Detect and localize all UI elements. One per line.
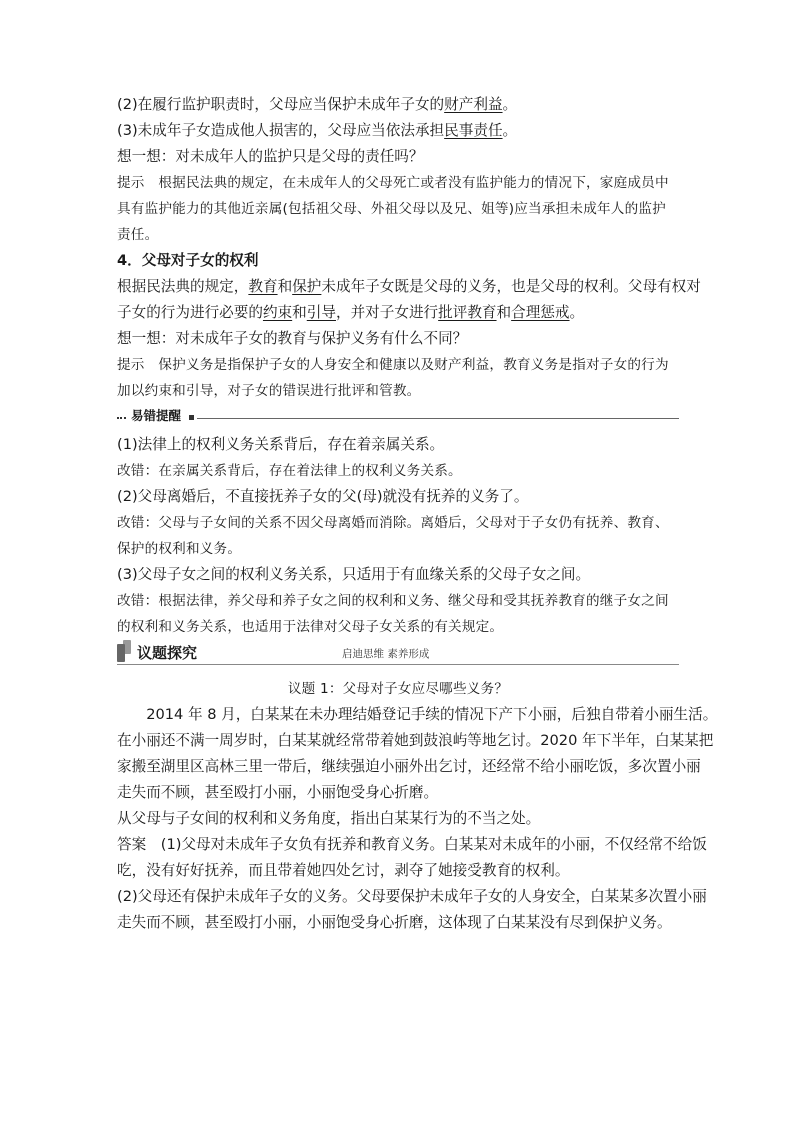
error-reminder-bar <box>117 406 679 432</box>
underlined-term: 合理惩戒 <box>511 304 570 321</box>
square-bullet-icon <box>189 415 194 420</box>
topic-title: 议题探究 <box>137 644 198 662</box>
topic-exploration-header <box>117 642 679 676</box>
underlined-term: 引导 <box>306 304 336 321</box>
text: (2)在履行监护职责时，父母应当保护未成年子女的 <box>117 96 445 113</box>
text: 未成年子女既是父母的义务，也是父母的权利。父母有权对 <box>321 278 701 295</box>
correction-2-line-1: 改错：父母与子女间的关系不因父母离婚而消除。离婚后，父母对于子女仍有抚养、教育、 <box>117 515 669 531</box>
case-line-4: 走失而不顾，甚至殴打小丽，小丽饱受身心折磨。 <box>117 784 439 801</box>
think-question-2: 想一想：对未成年子女的教育与保护义务有什么不同？ <box>117 330 468 347</box>
question-title: 议题 1：父母对子女应尽哪些义务？ <box>287 681 509 697</box>
text: 和 <box>292 304 307 321</box>
text: 和 <box>496 304 512 321</box>
underlined-term: 保护 <box>292 278 322 295</box>
answer-line-3: (2)父母还有保护未成年子女的义务。父母要保护未成年子女的人身安全，白某某多次置小丽 <box>117 888 707 905</box>
underlined-term: 约束 <box>262 304 293 321</box>
case-line-3: 家搬至湖里区高林三里一带后，继续强迫小丽外出乞讨，还经常不给小丽吃饭，多次置小丽 <box>117 758 701 775</box>
text: 子女的行为进行必要的 <box>117 304 263 321</box>
header-accent-icon <box>117 644 125 662</box>
document-page <box>117 92 718 936</box>
rights-para-line-1 <box>117 274 701 300</box>
text: 。 <box>502 96 518 113</box>
underlined-term: 教育 <box>248 278 278 295</box>
text: 根据民法典的规定， <box>117 278 249 295</box>
case-line-2: 在小丽还不满一周岁时，白某某就经常带着她到鼓浪屿等地乞讨。2020 年下半年，白某某把 <box>117 732 714 749</box>
divider <box>197 418 679 419</box>
dots-decoration <box>117 417 126 424</box>
tip-2-line-2: 加以约束和引导，对子女的错误进行批评和管教。 <box>117 383 421 399</box>
correction-2-line-2: 保护的权利和义务。 <box>117 541 242 557</box>
tip-1-line-1: 提示 根据民法典的规定，在未成年人的父母死亡或者没有监护能力的情况下，家庭成员中 <box>117 175 669 191</box>
answer-line-2: 吃，没有好好抚养，而且带着她四处乞讨，剥夺了她接受教育的权利。 <box>117 862 570 879</box>
error-2: (2)父母离婚后，不直接抚养子女的父(母)就没有抚养的义务了。 <box>117 488 529 505</box>
text: 。 <box>502 122 518 139</box>
section-heading: 4．父母对子女的权利 <box>117 252 259 269</box>
correction-1: 改错：在亲属关系背后，存在着法律上的权利义务关系。 <box>117 463 462 479</box>
text: 和 <box>277 278 293 295</box>
correction-3-line-2: 的权利和义务关系，也适用于法律对父母子女关系的有关规定。 <box>117 619 504 635</box>
answer-line-1: 答案 (1)父母对未成年子女负有抚养和教育义务。白某某对未成年的小丽，不仅经常不给饭 <box>117 836 707 853</box>
underlined-term: 民事责任 <box>444 122 503 139</box>
duty-property-line <box>117 92 679 118</box>
topic-subtitle: 启迪思维 素养形成 <box>342 648 430 660</box>
divider <box>117 664 679 665</box>
underlined-term: 财产利益 <box>444 96 503 113</box>
text: ，并对子女进行 <box>335 304 439 321</box>
tip-2-line-1: 提示 保护义务是指保护子女的人身安全和健康以及财产利益，教育义务是指对子女的行为 <box>117 357 669 373</box>
error-1: (1)法律上的权利义务关系背后，存在着亲属关系。 <box>117 436 445 453</box>
error-reminder-label: 易错提醒 <box>131 408 182 423</box>
duty-liability-line <box>117 118 679 144</box>
underlined-term: 批评教育 <box>438 304 497 321</box>
question-prompt: 从父母与子女间的权利和义务角度，指出白某某行为的不当之处。 <box>117 810 541 827</box>
answer-line-4: 走失而不顾，甚至殴打小丽，小丽饱受身心折磨，这体现了白某某没有尽到保护义务。 <box>117 914 672 931</box>
think-question-1: 想一想：对未成年人的监护只是父母的责任吗？ <box>117 148 424 165</box>
case-line-1: 2014 年 8 月，白某某在未办理结婚登记手续的情况下产下小丽，后独自带着小丽生活。 <box>146 706 718 723</box>
text: (3)未成年子女造成他人损害的，父母应当依法承担 <box>117 122 445 139</box>
text: 。 <box>569 304 585 321</box>
rights-para-line-2 <box>117 300 679 326</box>
tip-1-line-3: 责任。 <box>117 227 159 243</box>
error-3: (3)父母子女之间的权利义务关系，只适用于有血缘关系的父母子女之间。 <box>117 566 591 583</box>
correction-3-line-1: 改错：根据法律，养父母和养子女之间的权利和义务、继父母和受其抚养教育的继子女之间 <box>117 593 669 609</box>
tip-1-line-2: 具有监护能力的其他近亲属(包括祖父母、外祖父母以及兄、姐等)应当承担未成年人的监护 <box>117 201 666 217</box>
